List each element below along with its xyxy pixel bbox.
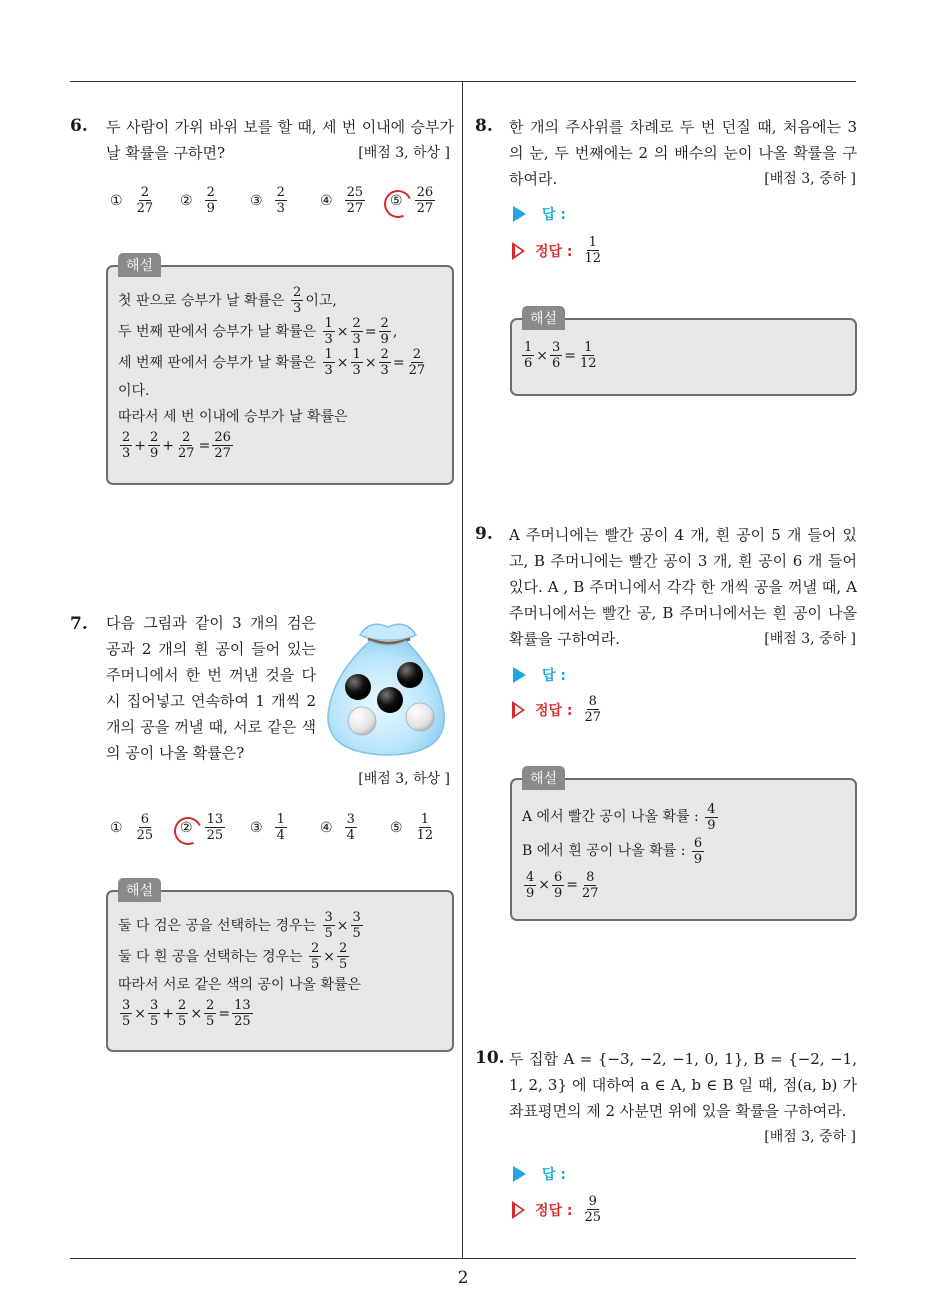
q10-difficulty: [배점 3, 중하 ] [764, 1129, 856, 1145]
column-divider [462, 81, 463, 1258]
q6-choices [110, 185, 460, 216]
black-ball-icon [377, 687, 403, 713]
q7-solution-tab: 해설 [118, 878, 161, 902]
answer-label: 답 : [542, 1167, 566, 1183]
q6-choice-3[interactable]: ③ $\frac{2}{3}$ [250, 185, 285, 216]
q6-choice-2[interactable]: ② $\frac{2}{9}$ [180, 185, 215, 216]
q6-choice-4[interactable]: ④ $\frac{25}{27}$ [320, 185, 364, 216]
q7-choice-3[interactable]: ③ $\frac{1}{4}$ [250, 812, 285, 843]
q7-choices [110, 812, 460, 843]
q8-number: 8. [475, 116, 493, 136]
q9-answer-row [513, 665, 566, 685]
q9-answer: $\frac{8}{27}$ [584, 694, 602, 725]
correct-label: 정답 : [535, 243, 573, 260]
q6-difficulty: [배점 3, 하상 ] [358, 145, 450, 161]
q8-answer-row [513, 204, 566, 224]
page-number: 2 [457, 1268, 469, 1288]
q7-number: 7. [70, 614, 88, 634]
q7-solution: 둘 다 검은 공을 선택하는 경우는 $\frac{3}{5}$ × $\frac{3}{5}$ 둘 다 흰 공을 선택하는 경우는 $\frac{2}{5}$ × $\frac{2}{5}$ 따라서 서로 같은 색의 공이 나올 확률은 $\frac{3}{5}$ × $\frac{3}{5}$ + $\frac{2}{5}$ × $\frac{2}{5}$ = $\frac{13}{25}$ [118, 910, 362, 1029]
white-ball-icon [348, 707, 376, 735]
play-icon [513, 1166, 526, 1182]
q7-question [106, 610, 316, 766]
q9-solution-tab: 해설 [522, 766, 565, 790]
q6-solution-tab: 해설 [118, 253, 161, 277]
q6-solution: 첫 판으로 승부가 날 확률은 $\frac{2}{3}$ 이고, 두 번째 판에서 승부가 날 확률은 $\frac{1}{3}$ × $\frac{2}{3}$ = $\frac{2}{9}$ , 세 번째 판에서 승부가 날 확률은 $\frac{1}{3}$ × $\frac{1}{3}$ × $\frac{2}{3}$ = $\frac{2}{27}$ 이다. 따라서 세 번 이내에 승부가 날 확률은 $\frac{2}{3}$ + $\frac{2}{9}$ + $\frac{2}{27}$ = $\frac{26}{27}$ [118, 285, 426, 461]
correct-label: 정답 : [535, 702, 573, 719]
q8-text: 한 개의 주사위를 차례로 두 번 던질 때, 처음에는 3 의 눈, 두 번째에는 2 의 배수의 눈이 나올 확률을 구하여라. [509, 118, 857, 188]
q6-choice-1[interactable]: ① $\frac{2}{27}$ [110, 185, 154, 216]
q7-text: 다음 그림과 같이 3 개의 검은 공과 2 개의 흰 공이 들어 있는 주머니에서 한 번 꺼낸 것을 다시 집어넣고 연속하여 1 개씩 2 개의 공을 꺼낼 때, 서로 같은 색의 공이 나올 확률은? [106, 614, 316, 762]
q10-number: 10. [475, 1048, 505, 1068]
q8-difficulty: [배점 3, 중하 ] [764, 171, 856, 187]
outline-play-icon [513, 702, 525, 718]
q9-number: 9. [475, 524, 493, 544]
play-icon [513, 206, 526, 222]
q10-question [509, 1046, 857, 1124]
black-ball-icon [397, 662, 423, 688]
q9-text: A 주머니에는 빨간 공이 4 개, 흰 공이 5 개 들어 있고, B 주머니에는 빨간 공이 3 개, 흰 공이 6 개 들어 있다. A , B 주머니에서 각각 한 개씩 공을 꺼낼 때, A 주머니에서는 빨간 공, B 주머니에서는 흰 공이 나올 확률을 구하여라. [509, 526, 857, 648]
black-ball-icon [345, 674, 371, 700]
answer-label: 답 : [542, 668, 566, 684]
q6-choice-5[interactable]: ⑤ $\frac{26}{27}$ [390, 185, 460, 216]
q8-correct-row [513, 235, 605, 266]
q6-text: 두 사람이 가위 바위 보를 할 때, 세 번 이내에 승부가 날 확률을 구하면? [106, 118, 454, 162]
q10-answer-row [513, 1164, 566, 1184]
q8-solution: $\frac{1}{6}$ × $\frac{3}{6}$ = $\frac{1}{12}$ [524, 340, 597, 371]
outline-play-icon [513, 1202, 525, 1218]
q9-correct-row [513, 694, 605, 725]
q10-answer: $\frac{9}{25}$ [584, 1194, 602, 1225]
q9-difficulty: [배점 3, 중하 ] [764, 631, 856, 647]
outline-play-icon [513, 243, 525, 259]
play-icon [513, 667, 526, 683]
q7-choice-2[interactable]: ② $\frac{13}{25}$ [180, 812, 250, 843]
q6-number: 6. [70, 116, 88, 136]
top-rule [70, 81, 856, 82]
q9-solution: A 에서 빨간 공이 나올 확률 : $\frac{4}{9}$ B 에서 흰 공이 나올 확률 : $\frac{6}{9}$ $\frac{4}{9}$ × $\frac{6}{9}$ = $\frac{8}{27}$ [522, 801, 716, 901]
white-ball-icon [406, 703, 434, 731]
q8-answer: $\frac{1}{12}$ [584, 235, 602, 266]
q10-text: 두 집합 A = {−3, −2, −1, 0, 1}, B = {−2, −1, 1, 2, 3} 에 대하여 a ∈ A, b ∈ B 일 때, 점(a, b) 가 좌표평면의 제 2 사분면 위에 있을 확률을 구하여라. [509, 1050, 857, 1120]
q7-choice-1[interactable]: ① $\frac{6}{25}$ [110, 812, 154, 843]
q7-choice-5[interactable]: ⑤ $\frac{1}{12}$ [390, 812, 434, 843]
q8-solution-tab: 해설 [522, 306, 565, 330]
q10-correct-row [513, 1194, 605, 1225]
q7-choice-4[interactable]: ④ $\frac{3}{4}$ [320, 812, 355, 843]
answer-label: 답 : [542, 207, 566, 223]
ball-bag-illustration [320, 615, 455, 765]
bottom-rule [70, 1258, 856, 1259]
correct-label: 정답 : [535, 1202, 573, 1219]
q7-difficulty: [배점 3, 하상 ] [358, 771, 450, 787]
